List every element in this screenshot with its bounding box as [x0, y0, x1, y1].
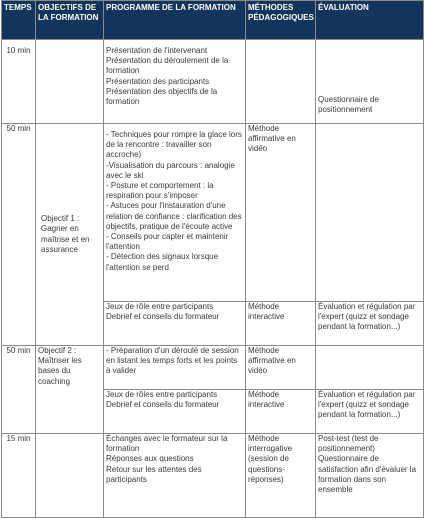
program-line: - Détection des signaux lorsque l'attention se perd [106, 252, 219, 272]
table-row [2, 346, 424, 390]
header-methodes: MÉTHODES PÉDAGOGIQUES [246, 1, 316, 40]
objective-text: Objectif 1 : Gagner en maîtrise et en assurance [41, 214, 90, 254]
method-text: Méthode interactive [248, 390, 285, 410]
program-cell [104, 40, 246, 124]
training-program-table [1, 0, 424, 518]
program-cell [104, 390, 246, 434]
table-row [2, 434, 424, 518]
evaluation-cell [316, 302, 424, 346]
evaluation-cell [316, 390, 424, 434]
table-row [2, 124, 424, 302]
header-programme: PROGRAMME DE LA FORMATION [104, 1, 246, 40]
method-text: Méthode interactive [248, 302, 285, 322]
program-line: - Préparation d'un déroulé de session en listant les temps forts et les points à valider [106, 346, 239, 376]
program-line: Jeux de rôles entre participants [106, 390, 218, 399]
time-cell: 50 min [2, 346, 36, 434]
method-cell [246, 40, 316, 124]
program-cell [104, 302, 246, 346]
table-row [2, 40, 424, 124]
program-line: - Conseils pour capter et maintenir l'attention [106, 232, 229, 252]
header-temps: TEMPS [2, 1, 36, 40]
method-text: Méthode affirmative en vidéo [248, 346, 296, 376]
time-cell: 15 min [2, 434, 36, 518]
program-line: Échanges avec le formateur sur la formation [106, 434, 228, 454]
evaluation-text: Évaluation et régulation par l'expert (quizz et sondage pendant la formation...) [318, 302, 416, 332]
evaluation-cell [316, 434, 424, 518]
program-line: Présentation des participants [106, 76, 210, 86]
evaluation-text: Post-test (test de positionnement) Questionnaire de satisfaction afin d'évaluer la formation dans son ensemble [318, 434, 417, 495]
time-cell: 50 min [2, 124, 36, 346]
evaluation-text: Questionnaire de positionnement [318, 94, 379, 114]
program-line: Debrief et conseils du formateur [106, 312, 220, 322]
program-line: - Techniques pour rompre la glace lors de la rencontre : travailler son accroche) [106, 130, 242, 160]
method-cell [246, 434, 316, 518]
method-cell [246, 302, 316, 346]
objective-cell [36, 40, 104, 124]
objective-text: Objectif 2 : Maîtriser les bases du coaching [38, 346, 82, 386]
program-cell [104, 434, 246, 518]
program-line: Debrief et conseils du formateur [106, 400, 220, 410]
evaluation-text: Évaluation et régulation par l'expert (quizz et sondage pendant la formation...) [318, 390, 416, 420]
objective-cell [36, 124, 104, 346]
evaluation-cell [316, 40, 424, 124]
program-line: Présentation du déroulement de la formation [106, 56, 229, 76]
method-cell [246, 346, 316, 390]
evaluation-cell [316, 124, 424, 302]
program-line: Réponses aux questions [106, 454, 194, 464]
program-line: -Visualisation du parcours : analogie avec le ski [106, 160, 235, 180]
program-line: Présentation de l'intervenant [106, 46, 208, 55]
header-row [2, 1, 424, 40]
objective-cell [36, 346, 104, 434]
objective-cell [36, 434, 104, 518]
header-evaluation: ÉVALUATION [316, 1, 424, 40]
method-cell [246, 390, 316, 434]
program-line: Jeux de rôle entre participants [106, 302, 214, 311]
program-line: - Astuces pour l'instauration d'une relation de confiance : clarification des objectifs, pratique de l'écoute active [106, 201, 242, 231]
time-cell: 10 min [2, 40, 36, 124]
program-cell [104, 346, 246, 390]
method-cell [246, 124, 316, 302]
program-line: Présentation des objectifs de la formation [106, 86, 218, 107]
evaluation-cell [316, 346, 424, 390]
program-line: - Posture et comportement : la respiration pour s'imposer [106, 181, 214, 201]
header-objectifs: OBJECTIFS DE LA FORMATION [36, 1, 104, 40]
method-text: Méthode affirmative en vidéo [248, 124, 296, 154]
method-text: Méthode interrogative (session de questions-réponses) [248, 434, 293, 484]
program-cell [104, 124, 246, 302]
program-line: Retour sur les attentes des participants [106, 464, 202, 484]
